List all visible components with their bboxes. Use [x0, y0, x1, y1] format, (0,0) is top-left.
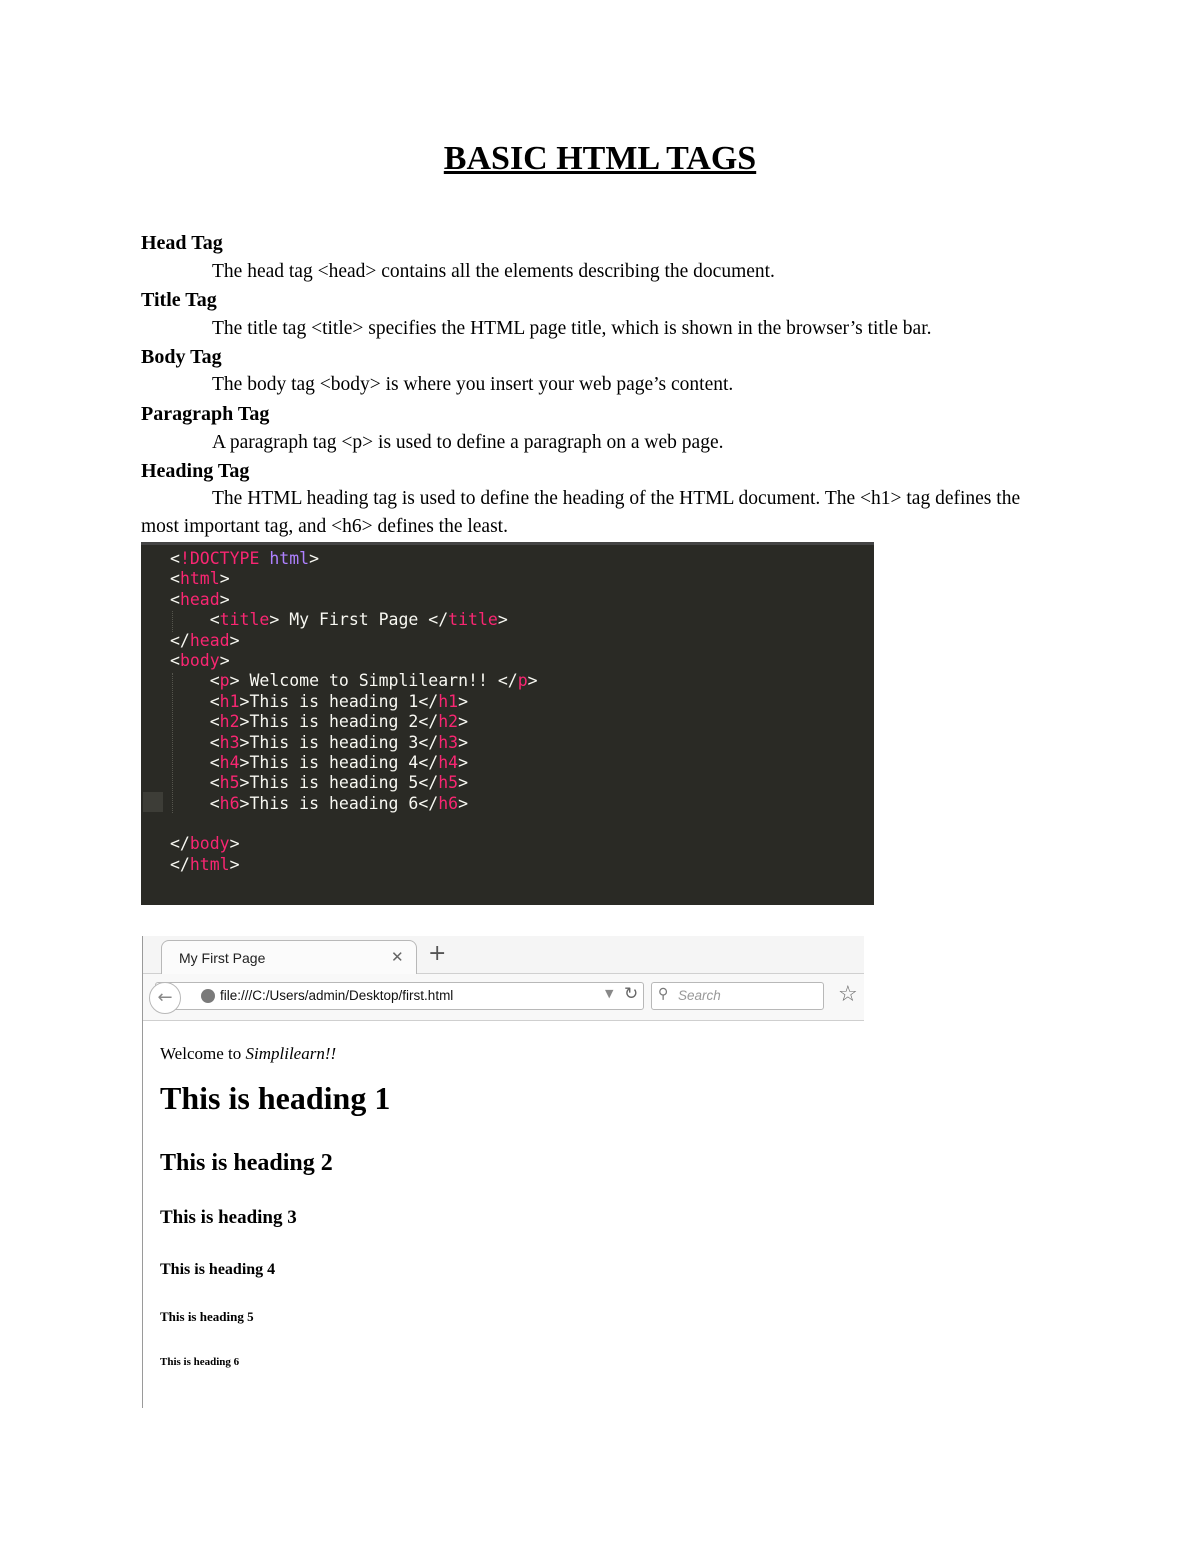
search-bar[interactable] [651, 982, 824, 1010]
code-block [170, 549, 538, 875]
code-line: <h5>This is heading 5</h5> [170, 773, 469, 793]
section-text-title-tag: The title tag <title> specifies the HTML page title, which is shown in the browser’s title bar. [212, 318, 932, 339]
globe-icon [201, 989, 215, 1003]
rendered-heading-1: This is heading 1 [160, 1080, 391, 1116]
browser-tab[interactable] [161, 940, 417, 974]
rendered-page [143, 1021, 864, 1408]
document-title: BASIC HTML TAGS [443, 140, 757, 177]
section-heading-title-tag: Title Tag [141, 289, 217, 311]
rendered-heading-6: This is heading 6 [160, 1356, 240, 1368]
code-line: <h4>This is heading 4</h4> [170, 752, 469, 772]
code-line [170, 814, 538, 834]
close-icon[interactable]: ✕ [391, 948, 404, 966]
paragraph-text: Welcome to [160, 1044, 246, 1063]
search-placeholder: Search [678, 988, 721, 1003]
code-line: <title> My First Page </title> [170, 610, 508, 630]
reload-icon[interactable]: ↻ [624, 984, 639, 1004]
back-button[interactable] [149, 982, 181, 1014]
paragraph-emphasis: Simplilearn!! [245, 1044, 337, 1063]
rendered-paragraph [160, 1044, 336, 1064]
code-line: <h3>This is heading 3</h3> [170, 732, 469, 752]
code-line: <head> [170, 589, 230, 609]
code-line: </body> [170, 834, 240, 854]
code-line: <html> [170, 569, 230, 589]
rendered-heading-4: This is heading 4 [160, 1261, 276, 1278]
plus-icon[interactable]: + [428, 941, 447, 966]
code-line: <h1>This is heading 1</h1> [170, 691, 469, 711]
url-bar[interactable] [155, 982, 644, 1010]
code-line: <body> [170, 650, 230, 670]
tab-strip [143, 936, 864, 974]
rendered-heading-2: This is heading 2 [160, 1150, 333, 1176]
url-text[interactable]: file:///C:/Users/admin/Desktop/first.html [220, 988, 454, 1003]
code-line: <h2>This is heading 2</h2> [170, 712, 469, 732]
code-line: </html> [170, 854, 240, 874]
search-icon: ⚲ [658, 986, 669, 1002]
arrow-left-icon: ← [157, 987, 173, 1008]
section-heading-heading-tag: Heading Tag [141, 460, 250, 482]
section-text-body-tag: The body tag <body> is where you insert your web page’s content. [212, 374, 734, 395]
section-text-paragraph-tag: A paragraph tag <p> is used to define a paragraph on a web page. [212, 432, 724, 453]
section-text-head-tag: The head tag <head> contains all the elements describing the document. [212, 261, 775, 282]
code-line: <p> Welcome to Simplilearn!! </p> [170, 671, 538, 691]
section-heading-head-tag: Head Tag [141, 232, 223, 254]
gutter-line-highlight [143, 792, 163, 812]
code-editor-screenshot [141, 542, 874, 905]
code-line: <!DOCTYPE html> [170, 549, 320, 568]
rendered-heading-3: This is heading 3 [160, 1207, 297, 1228]
chevron-down-icon[interactable]: ▼ [605, 987, 614, 1000]
code-line: <h6>This is heading 6</h6> [170, 793, 469, 813]
rendered-heading-5: This is heading 5 [160, 1309, 254, 1324]
star-icon[interactable]: ☆ [838, 982, 858, 1007]
code-line: </head> [170, 630, 240, 650]
tab-title: My First Page [179, 950, 266, 966]
section-text-heading-tag: The HTML heading tag is used to define the heading of the HTML document. The <h1> tag defines the most important tag, and <h6> defines the least. [141, 488, 1021, 537]
section-heading-paragraph-tag: Paragraph Tag [141, 403, 270, 425]
navigation-bar [143, 974, 864, 1021]
browser-window [142, 936, 864, 1408]
section-heading-body-tag: Body Tag [141, 346, 222, 368]
